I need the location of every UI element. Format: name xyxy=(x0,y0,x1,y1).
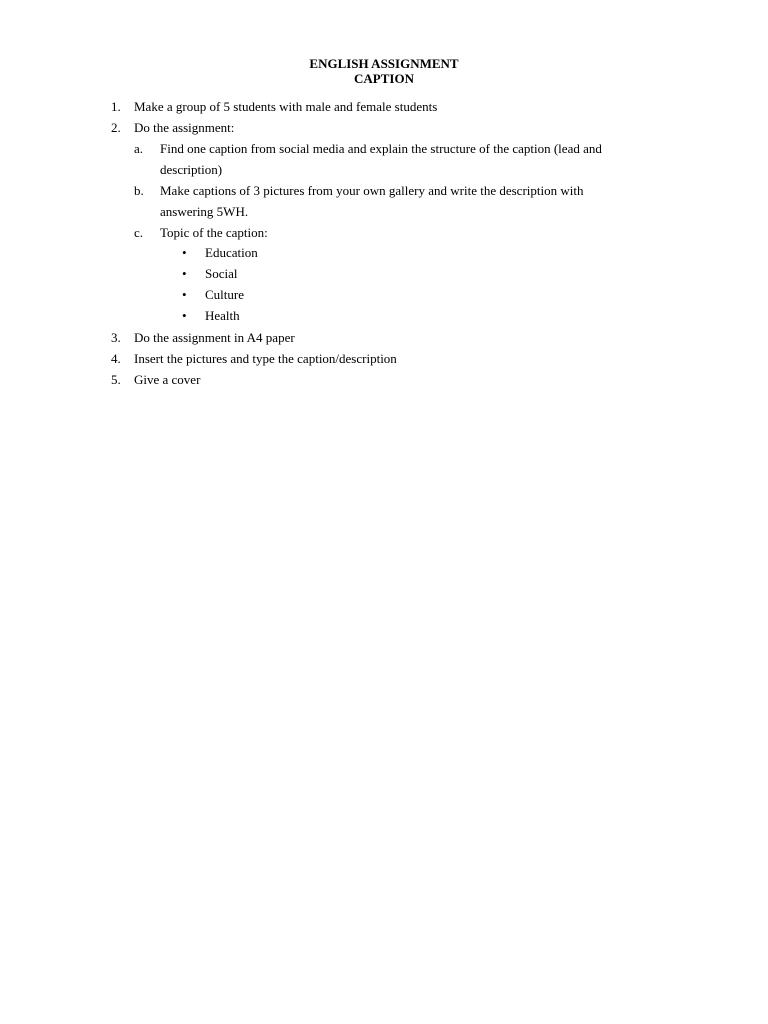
sublist-item: Find one caption from social media and explain the structure of the caption (lead and xyxy=(160,141,602,156)
document-subtitle: CAPTION xyxy=(354,71,414,86)
list-item: Give a cover xyxy=(134,372,201,387)
sublist-item-continuation: description) xyxy=(160,162,223,177)
document-title: ENGLISH ASSIGNMENT xyxy=(309,56,459,71)
bullet-icon: • xyxy=(182,266,187,281)
topic-item: Health xyxy=(205,308,240,323)
sublist-item-marker: c. xyxy=(134,225,144,240)
list-item-marker: 4. xyxy=(111,351,121,366)
list-item: Do the assignment: xyxy=(134,120,235,135)
topic-item: Social xyxy=(205,266,238,281)
sublist-item-continuation: answering 5WH. xyxy=(160,204,249,219)
list-item: Insert the pictures and type the caption/description xyxy=(134,351,397,366)
sublist-item: Topic of the caption: xyxy=(160,225,268,240)
topic-item: Education xyxy=(205,245,258,260)
sublist-item-marker: a. xyxy=(134,141,144,156)
list-item: Do the assignment in A4 paper xyxy=(134,330,295,345)
sublist-item-marker: b. xyxy=(134,183,144,198)
topic-item: Culture xyxy=(205,287,244,302)
bullet-icon: • xyxy=(182,287,187,302)
list-item: Make a group of 5 students with male and female students xyxy=(134,99,438,114)
bullet-icon: • xyxy=(182,245,187,260)
bullet-icon: • xyxy=(182,308,187,323)
list-item-marker: 1. xyxy=(111,99,121,114)
list-item-marker: 5. xyxy=(111,372,121,387)
list-item-marker: 2. xyxy=(111,120,121,135)
sublist-item: Make captions of 3 pictures from your own gallery and write the description with xyxy=(160,183,584,198)
list-item-marker: 3. xyxy=(111,330,121,345)
